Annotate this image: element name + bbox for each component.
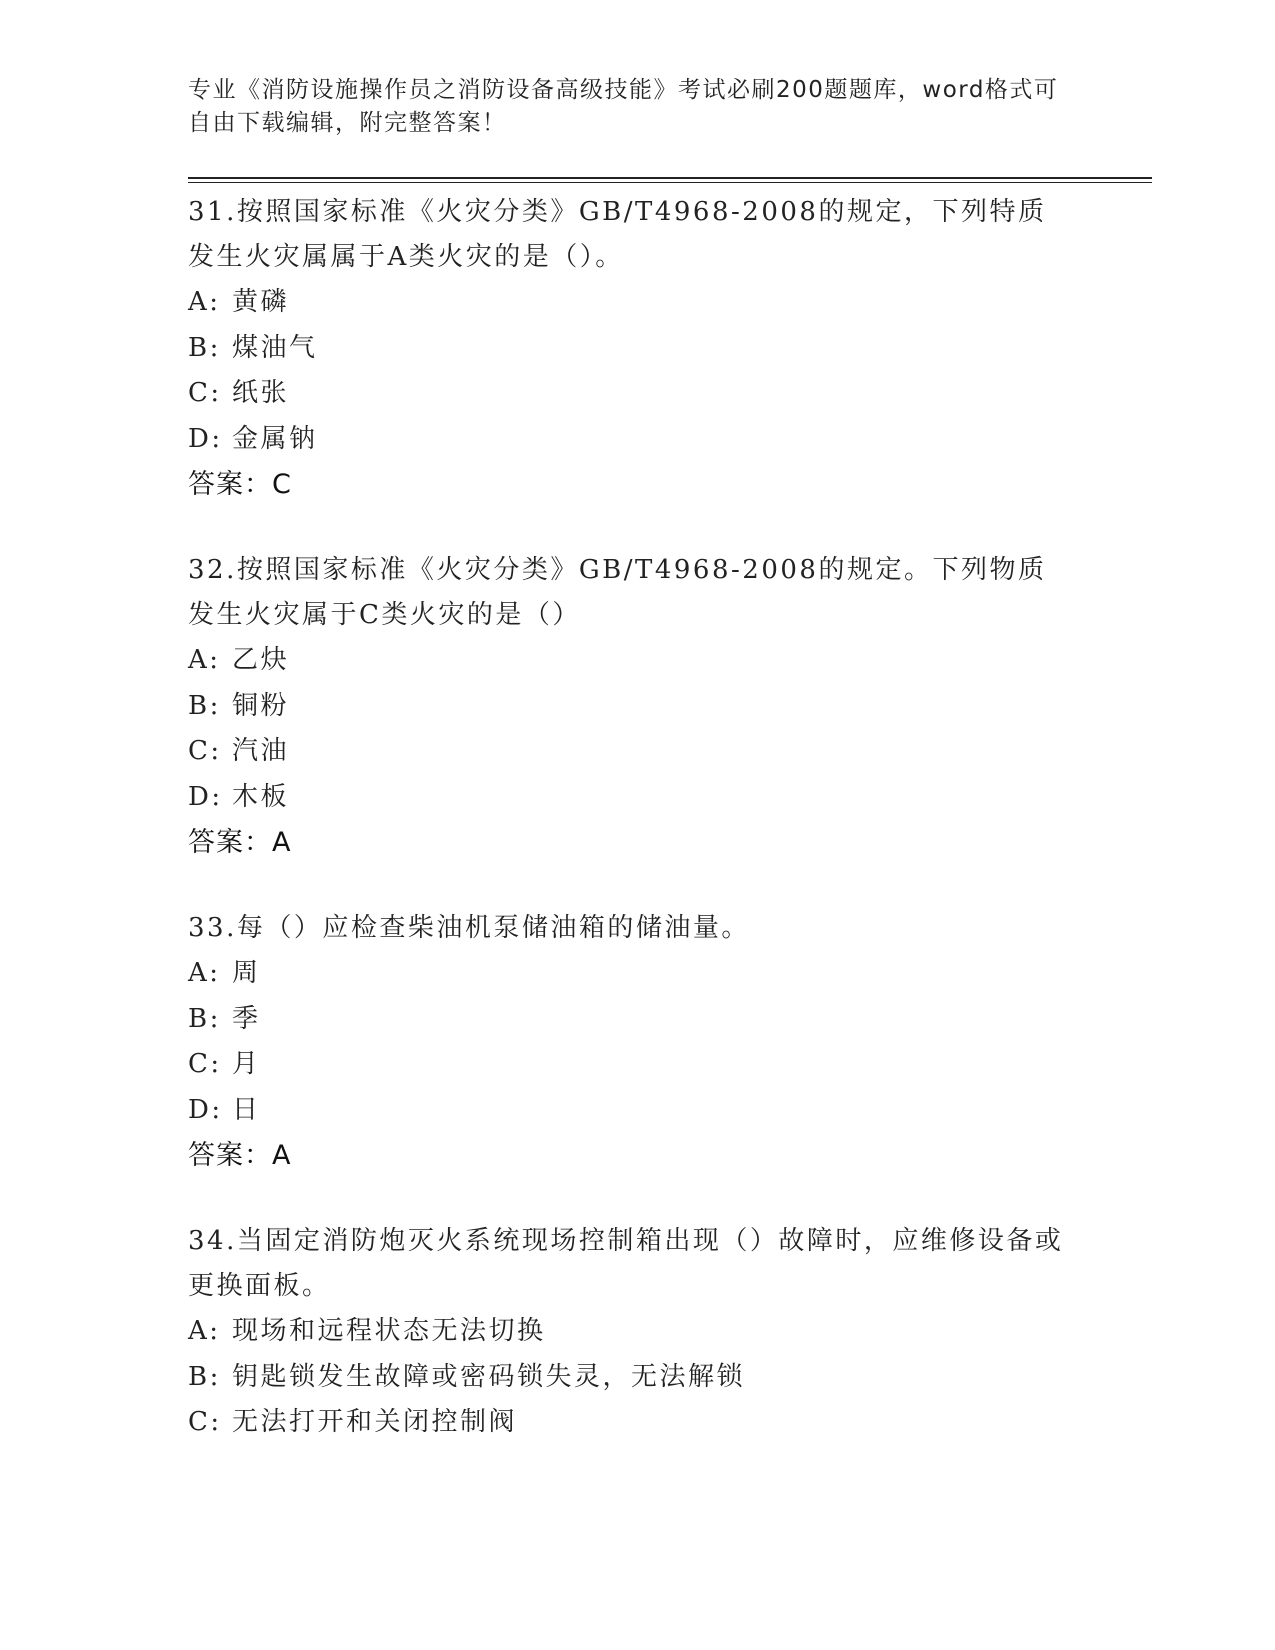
option-text: 乙炔	[232, 645, 290, 675]
answer-label: 答案：A	[188, 1140, 292, 1171]
option-letter: B:	[188, 1361, 221, 1392]
question-32	[188, 548, 1088, 866]
option-d	[188, 1088, 1088, 1134]
option-letter: B:	[188, 332, 221, 363]
question-list	[188, 190, 1088, 1486]
option-c	[188, 1400, 1088, 1446]
option-b	[188, 997, 1088, 1043]
answer-label: 答案：C	[188, 469, 292, 500]
option-letter: D:	[188, 423, 223, 454]
option-text: 纸张	[232, 378, 290, 408]
option-letter: A:	[188, 287, 221, 317]
option-text: 铜粉	[232, 690, 290, 721]
option-letter: C:	[188, 378, 222, 408]
option-a	[188, 951, 1088, 997]
answer-label: 答案：A	[188, 827, 292, 858]
option-text: 汽油	[232, 736, 290, 766]
option-b	[188, 684, 1088, 730]
question-33	[188, 906, 1088, 1179]
option-text: 木板	[232, 781, 290, 812]
option-letter: A:	[188, 1316, 221, 1346]
option-text: 煤油气	[232, 332, 318, 363]
option-letter: A:	[188, 958, 221, 988]
question-34	[188, 1219, 1088, 1446]
question-31	[188, 190, 1088, 508]
option-c	[188, 729, 1088, 775]
option-a	[188, 1309, 1088, 1355]
option-a	[188, 638, 1088, 684]
question-text: 33.每（）应检查柴油机泵储油箱的储油量。	[188, 913, 750, 943]
option-letter: C:	[188, 736, 222, 766]
question-text: 31.按照国家标准《火灾分类》GB/T4968-2008的规定，下列特质发生火灾属属于A类火灾的是（）。	[188, 197, 1047, 272]
option-text: 金属钠	[232, 423, 318, 454]
option-text: 现场和远程状态无法切换	[232, 1316, 546, 1346]
option-c	[188, 371, 1088, 417]
option-letter: B:	[188, 1003, 221, 1034]
document-header: 专业《消防设施操作员之消防设备高级技能》考试必刷200题题库，word格式可自由下载编辑，附完整答案！	[188, 77, 1059, 136]
option-b	[188, 1355, 1088, 1401]
option-d	[188, 775, 1088, 821]
option-letter: B:	[188, 690, 221, 721]
header-divider-thin	[188, 182, 1152, 183]
option-c	[188, 1042, 1088, 1088]
option-text: 日	[232, 1094, 261, 1125]
option-text: 季	[232, 1003, 261, 1034]
question-text: 32.按照国家标准《火灾分类》GB/T4968-2008的规定。下列物质发生火灾属于C类火灾的是（）	[188, 555, 1047, 630]
option-letter: D:	[188, 1094, 223, 1125]
question-text: 34.当固定消防炮灭火系统现场控制箱出现（）故障时，应维修设备或更换面板。	[188, 1226, 1064, 1301]
option-text: 月	[232, 1049, 261, 1079]
option-text: 无法打开和关闭控制阀	[232, 1407, 518, 1437]
option-text: 钥匙锁发生故障或密码锁失灵，无法解锁	[232, 1361, 746, 1392]
option-letter: A:	[188, 645, 221, 675]
option-letter: C:	[188, 1049, 222, 1079]
option-text: 黄磷	[232, 287, 290, 317]
option-d	[188, 417, 1088, 463]
header-divider-thick	[188, 177, 1152, 179]
option-b	[188, 326, 1088, 372]
option-a	[188, 280, 1088, 326]
option-text: 周	[232, 958, 261, 988]
option-letter: D:	[188, 781, 223, 812]
option-letter: C:	[188, 1407, 222, 1437]
